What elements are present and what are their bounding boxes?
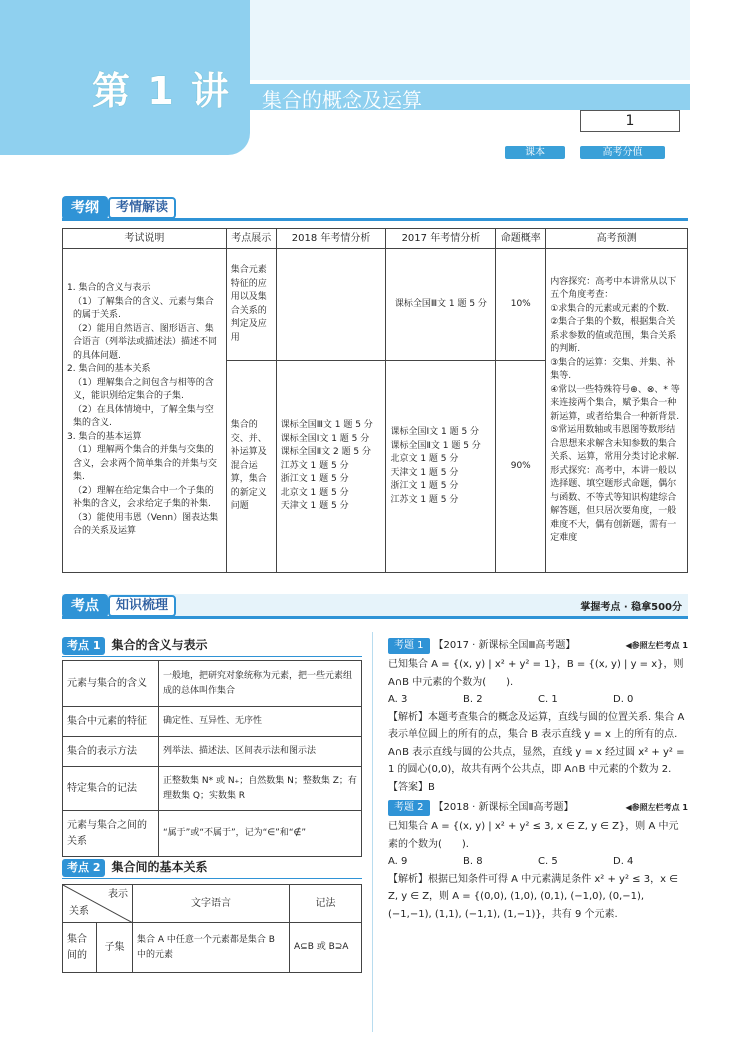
forecast-line: 内容探究：高考中本讲常从以下五个角度考查： (550, 276, 677, 300)
chapter-header (0, 0, 750, 158)
point-cell-2: 集合的交、并、补运算及混合运算，集合的新定义问题 (226, 361, 276, 573)
option: A. 9 (388, 856, 408, 867)
kp2-table (62, 884, 362, 973)
question-analysis: 【解析】本题考查集合的概念及运算，直线与圆的位置关系. 集合 A 表示单位圆上的所有的点，集合 B 表示直线 y = x 上的所有的点. A∩B 表示直线与圆的公共点，显然，直线 y = x 经过圆 x² + y² = 1 的圆心(0,0)，故共有两个公共点，即 A∩B 中元素的个数为 2. (388, 711, 685, 775)
corner-top-label: 表示 (108, 889, 128, 900)
y2018-item: 课标全国Ⅰ文 1 题 5 分 (280, 433, 370, 444)
forecast-line: ④常以一些特殊符号⊕、⊗、* 等来连接两个集合，赋予集合一种新运算，或者给集合一种新背景. (550, 384, 680, 422)
kp-badge: 考点 1 (62, 637, 105, 655)
section-label-main: 考纲 (62, 196, 108, 220)
knowledge-point-2-header (62, 858, 362, 878)
y2018-item: 江苏文 1 题 5 分 (280, 460, 349, 471)
section-exam-header (62, 196, 688, 220)
option: D. 0 (613, 694, 634, 705)
prob-cell-1: 10% (496, 249, 546, 361)
kp1-table (62, 660, 362, 857)
question-stem: 已知集合 A = {(x, y) | x² + y² ≤ 3, x ∈ Z, y ∈ Z}，则 A 中元素的个数为( ). (388, 821, 679, 850)
kp2-col-sym: 记法 (290, 885, 362, 923)
desc-line: （2）在具体情境中，了解全集与空集的含义. (73, 404, 214, 429)
y2017-item: 课标全国Ⅰ文 1 题 5 分 (390, 427, 480, 437)
col-header-2017: 2017 年考情分析 (386, 229, 496, 249)
y2018-item: 天津文 1 题 5 分 (280, 501, 349, 512)
y2017-item: 天津文 1 题 5 分 (390, 467, 459, 478)
col-header-probability: 命题概率 (496, 229, 546, 249)
kp2-text: 集合 A 中任意一个元素都是集合 B 中的元素 (133, 923, 290, 973)
question-ref: ◀参照左栏考点 1 (625, 803, 688, 812)
y2017-cell-1: 课标全国Ⅲ文 1 题 5 分 (386, 249, 496, 361)
kp2-group: 集合间的 (63, 923, 97, 973)
kp1-key: 特定集合的记法 (63, 767, 159, 811)
kp2-col-text: 文字语言 (133, 885, 290, 923)
col-header-2018: 2018 年考情分析 (276, 229, 386, 249)
question-source: 【2017 · 新课标全国Ⅲ高考题】 (433, 640, 576, 652)
kp1-key: 元素与集合之间的关系 (63, 811, 159, 857)
question-analysis: 【解析】根据已知条件可得 A 中元素满足条件 x² + y² ≤ 3，x ∈ Z, y ∈ Z，则 A = {(0,0), (1,0), (0,1), (−1,0), (0,−1), (−1,−1), (1,1), (−1,1), (1,−1)}，共有 9 个元素. (388, 873, 678, 920)
forecast-line: 形式探究：高考中，本讲一般以选择题、填空题形式命题，偶尔与函数、不等式等知识构建综合解答题，但只居次要角度，一般难度不大，偶有创新题，需有一定难度 (550, 465, 677, 543)
y2017-item: 北京文 1 题 5 分 (390, 454, 459, 464)
page-number: 1 (580, 110, 680, 132)
question-options (388, 853, 688, 871)
section-label-sub: 考情解读 (108, 197, 176, 219)
forecast-line: ③集合的运算：交集、并集、补集等. (550, 357, 676, 381)
kp-title: 集合的含义与表示 (111, 638, 208, 652)
question-2-header (388, 798, 688, 818)
option: B. 8 (463, 856, 483, 867)
forecast-cell (546, 249, 688, 573)
col-header-description: 考试说明 (63, 229, 227, 249)
y2017-item: 江苏文 1 题 5 分 (390, 494, 459, 505)
knowledge-point-1-header (62, 636, 362, 656)
kp1-key: 元素与集合的含义 (63, 661, 159, 707)
exam-description-cell (63, 249, 227, 573)
desc-line: 1. 集合的含义与表示 (67, 283, 151, 294)
option: B. 2 (463, 694, 483, 705)
desc-line: 3. 集合的基本运算 (67, 431, 142, 442)
desc-line: （1）理解集合之间包含与相等的含义，能识别给定集合的子集. (73, 377, 214, 402)
kp-title: 集合间的基本关系 (111, 860, 208, 874)
kp1-value: 确定性、互异性、无序性 (159, 707, 362, 737)
kp1-key: 集合中元素的特征 (63, 707, 159, 737)
desc-line: （2）理解在给定集合中一个子集的补集的含义，会求给定子集的补集. (73, 485, 214, 510)
section-label-main: 考点 (62, 594, 108, 618)
desc-line: （2）能用自然语言、图形语言、集合语言（列举法或描述法）描述不同的具体问题. (73, 323, 218, 361)
kp1-value: 列举法、描述法、区间表示法和图示法 (159, 737, 362, 767)
forecast-line: ①求集合的元素或元素的个数. (550, 303, 670, 314)
prob-cell-2: 90% (496, 361, 546, 573)
desc-line: （1）了解集合的含义、元素与集合的属于关系. (73, 296, 214, 321)
kp1-value: 一般地，把研究对象统称为元素，把一些元素组成的总体叫作集合 (159, 661, 362, 707)
question-stem: 已知集合 A = {(x, y) | x² + y² = 1}，B = {(x, y) | y = x}，则 A∩B 中元素的个数为( ). (388, 659, 684, 688)
tag-textbook: 课本 (505, 146, 565, 159)
kp1-value: “属于”或“不属于”，记为“∈”和“∉” (159, 811, 362, 857)
header-band (250, 0, 690, 92)
y2018-item: 浙江文 1 题 5 分 (280, 474, 349, 485)
y2017-cell-2 (386, 361, 496, 573)
y2018-item: 北京文 1 题 5 分 (280, 487, 349, 498)
y2018-item: 课标全国Ⅱ文 2 题 5 分 (280, 447, 372, 458)
section-slogan: 掌握考点 · 稳拿500分 (580, 602, 682, 613)
kp2-corner-cell (63, 885, 133, 923)
lecture-number: 第 1 讲 (92, 69, 231, 113)
forecast-line: ②集合子集的个数，根据集合关系求参数的值或范围，集合关系的判断. (550, 317, 677, 354)
section-knowledge-header (62, 594, 688, 618)
option: D. 4 (613, 856, 634, 867)
question-answer: 【答案】B (388, 781, 435, 793)
y2018-cell-1 (276, 249, 386, 361)
chapter-title: 集合的概念及运算 (262, 88, 422, 112)
kp1-key: 集合的表示方法 (63, 737, 159, 767)
kp-underline (62, 656, 362, 657)
col-header-forecast: 高考预测 (546, 229, 688, 249)
corner-bottom-label: 关系 (69, 906, 89, 917)
desc-line: （3）能使用韦恩（Venn）图表达集合的关系及运算 (73, 512, 219, 537)
question-options (388, 691, 688, 709)
option: C. 1 (538, 694, 558, 705)
question-source: 【2018 · 新课标全国Ⅱ高考题】 (433, 802, 574, 814)
y2017-item: 课标全国Ⅱ文 1 题 5 分 (390, 440, 481, 451)
column-divider (372, 632, 373, 1032)
tag-score: 高考分值 (580, 146, 665, 159)
kp-underline (62, 878, 362, 879)
forecast-line: ⑤常运用数轴或韦恩图等数形结合思想来求解含未知参数的集合关系、运算，常用分类讨论求解. (550, 425, 680, 462)
kp2-sym: A⊆B 或 B⊇A (290, 923, 362, 973)
y2017-item: 浙江文 1 题 5 分 (390, 481, 459, 491)
exam-questions-column (388, 636, 688, 923)
option: C. 5 (538, 856, 558, 867)
desc-line: （1）理解两个集合的并集与交集的含义，会求两个简单集合的并集与交集. (73, 445, 218, 483)
kp-badge: 考点 2 (62, 859, 105, 877)
kp2-sub: 子集 (97, 923, 133, 973)
y2018-cell-2 (276, 361, 386, 573)
point-cell-1: 集合元素特征的应用以及集合关系的判定及应用 (226, 249, 276, 361)
y2018-item: 课标全国Ⅲ文 1 题 5 分 (280, 420, 373, 431)
question-ref: ◀参照左栏考点 1 (625, 641, 688, 650)
question-badge: 考题 1 (388, 638, 430, 654)
desc-line: 2. 集合间的基本关系 (67, 364, 151, 375)
option: A. 3 (388, 694, 408, 705)
kp1-value: 正整数集 N* 或 N₊；自然数集 N；整数集 Z；有理数集 Q；实数集 R (159, 767, 362, 811)
question-1-header (388, 636, 688, 656)
exam-analysis-table (62, 228, 688, 573)
question-badge: 考题 2 (388, 800, 430, 816)
col-header-point: 考点展示 (226, 229, 276, 249)
section-label-sub: 知识梳理 (108, 595, 176, 617)
